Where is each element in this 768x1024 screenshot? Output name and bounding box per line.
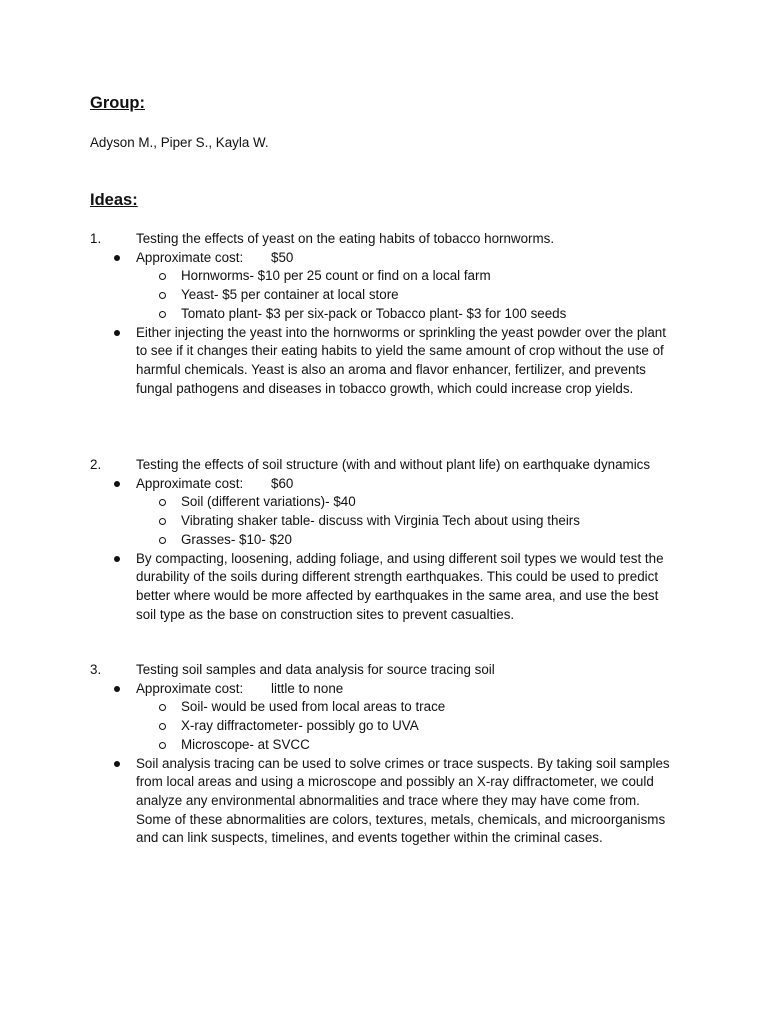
cost-item-text: X-ray diffractometer- possibly go to UVA [181,718,419,734]
description-text: Either injecting the yeast into the hornworms or sprinkling the yeast powder over the plant to see if it changes their eating habits to yield the same amount of crop without the use of harmful chemicals. Yeast is also an aroma and flavor enhancer, fertilizer, and prevents fungal pathogens and diseases in tobacco growth, which could increase crop yields. [136,324,666,396]
bullet-icon [114,481,120,487]
cost-item [181,267,491,286]
cost-item [181,531,292,550]
idea-description [136,755,676,849]
group-heading: Group: [90,94,145,112]
bullet-icon [114,761,120,767]
cost-item [181,493,356,512]
idea-description [136,550,676,625]
hollow-bullet-icon [159,292,166,299]
bullet-icon [114,686,120,692]
idea-title: Testing soil samples and data analysis for source tracing soil [136,662,495,677]
idea-description [136,324,676,399]
hollow-bullet-icon [159,518,166,525]
cost-item-text: Microscope- at SVCC [181,736,310,752]
hollow-bullet-icon [159,537,166,544]
hollow-bullet-icon [159,499,166,506]
cost-item-text: Soil- would be used from local areas to trace [181,699,446,715]
cost-label: Approximate cost: [136,249,244,265]
cost-value: little to none [271,680,344,696]
idea-number: 1. [90,231,102,246]
cost-item-text: Grasses- $10- $20 [181,531,292,547]
cost-item [181,512,580,531]
cost-line [136,475,676,494]
cost-item-text: Vibrating shaker table- discuss with Virginia Tech about using theirs [181,513,580,529]
cost-item-text: Tomato plant- $3 per six-pack or Tobacco plant- $3 for 100 seeds [181,305,567,321]
hollow-bullet-icon [159,723,166,730]
idea-number: 2. [90,457,102,472]
bullet-icon [114,556,120,562]
cost-value: $60 [271,475,294,491]
cost-value: $50 [271,249,294,265]
cost-item-text: Hornworms- $10 per 25 count or find on a local farm [181,268,491,284]
group-members: Adyson M., Piper S., Kayla W. [90,135,269,150]
cost-item [181,717,419,736]
cost-item-text: Soil (different variations)- $40 [181,494,356,510]
cost-item [181,736,310,755]
description-text: Soil analysis tracing can be used to solve crimes or trace suspects. By taking soil samples from local areas and using a microscope and possibly an X-ray diffractometer, we could analyze any environmental abnormalities and trace where they may have come from. Some of these abnormalities are colors, textures, metals, chemicals, and microorganisms and can link suspects, timelines, and events together within the criminal cases. [136,755,670,846]
hollow-bullet-icon [159,311,166,318]
idea-title: Testing the effects of yeast on the eating habits of tobacco hornworms. [136,231,555,246]
bullet-icon [114,330,120,336]
cost-item [181,698,445,717]
idea-title: Testing the effects of soil structure (with and without plant life) on earthquake dynamics [136,457,651,472]
cost-label: Approximate cost: [136,680,244,696]
hollow-bullet-icon [159,742,166,749]
hollow-bullet-icon [159,273,166,280]
cost-label: Approximate cost: [136,475,244,491]
description-text: By compacting, loosening, adding foliage, and using different soil types we would test the durability of the soils during different strength earthquakes. This could be used to predict better where would be more affected by earthquakes in the same area, and use the best soil type as the base on construction sites to prevent casualties. [136,550,664,622]
cost-item [181,286,399,305]
cost-line [136,249,676,268]
hollow-bullet-icon [159,704,166,711]
cost-item-text: Yeast- $5 per container at local store [181,287,399,303]
cost-item [181,305,566,324]
idea-number: 3. [90,662,102,677]
cost-line [136,680,676,699]
ideas-heading: Ideas: [90,191,138,209]
bullet-icon [114,255,120,261]
